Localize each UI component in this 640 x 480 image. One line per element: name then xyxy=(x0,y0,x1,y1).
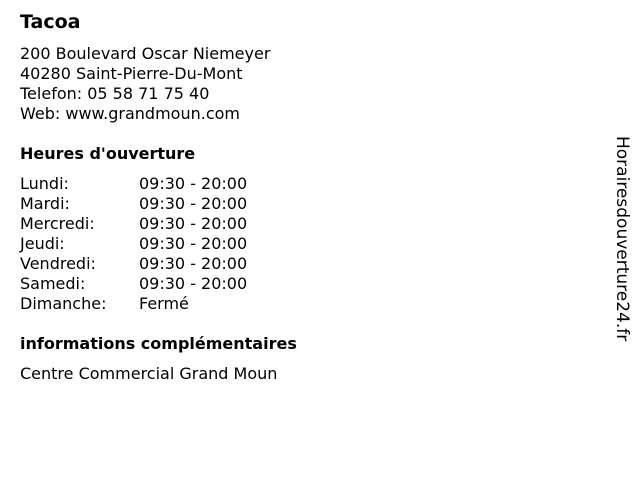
day-label: Dimanche: xyxy=(20,294,107,313)
website-line[interactable]: Web: www.grandmoun.com xyxy=(20,104,240,123)
opening-hours-heading: Heures d'ouverture xyxy=(20,144,196,163)
hours-row-friday xyxy=(20,254,247,274)
business-name: Tacoa xyxy=(20,11,81,33)
day-label: Vendredi: xyxy=(20,254,96,273)
hours-value: 09:30 - 20:00 xyxy=(139,194,248,213)
watermark-text: Horairesdouverture24.fr xyxy=(612,136,632,342)
hours-row-tuesday xyxy=(20,194,247,214)
hours-value: 09:30 - 20:00 xyxy=(139,234,248,253)
business-card xyxy=(20,10,580,384)
day-label: Jeudi: xyxy=(20,234,65,253)
address-line-1: 200 Boulevard Oscar Niemeyer xyxy=(20,44,271,63)
hours-value: 09:30 - 20:00 xyxy=(139,174,248,193)
hours-row-sunday xyxy=(20,294,247,314)
day-label: Mercredi: xyxy=(20,214,95,233)
address-line-2: 40280 Saint-Pierre-Du-Mont xyxy=(20,64,243,83)
additional-info-text: Centre Commercial Grand Moun xyxy=(20,364,278,383)
site-watermark xyxy=(612,136,632,348)
opening-hours-table xyxy=(20,174,247,314)
hours-row-monday xyxy=(20,174,247,194)
hours-value: 09:30 - 20:00 xyxy=(139,274,248,293)
hours-row-thursday xyxy=(20,234,247,254)
day-label: Samedi: xyxy=(20,274,86,293)
hours-row-wednesday xyxy=(20,214,247,234)
hours-value: Fermé xyxy=(139,294,189,313)
additional-info-heading: informations complémentaires xyxy=(20,334,297,353)
phone-line[interactable]: Telefon: 05 58 71 75 40 xyxy=(20,84,210,103)
hours-value: 09:30 - 20:00 xyxy=(139,214,248,233)
day-label: Lundi: xyxy=(20,174,69,193)
hours-row-saturday xyxy=(20,274,247,294)
day-label: Mardi: xyxy=(20,194,70,213)
hours-value: 09:30 - 20:00 xyxy=(139,254,248,273)
